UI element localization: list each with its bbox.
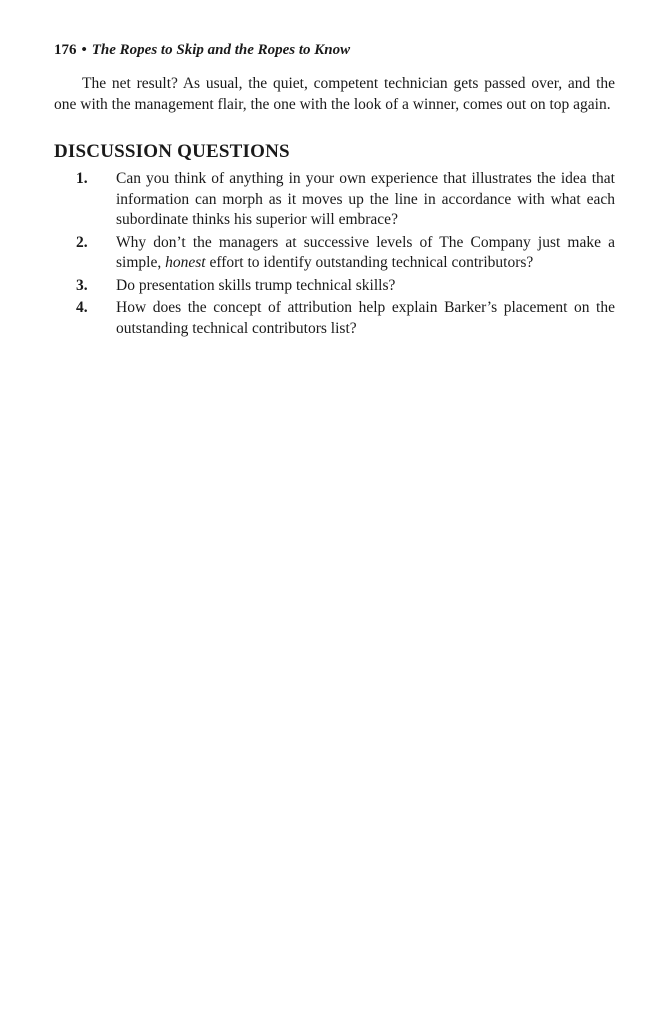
- question-text: How does the concept of attribution help explain Barker’s placement on the outstanding technical contributors list?: [116, 299, 615, 337]
- page-number: 176: [54, 42, 77, 58]
- section-heading: DISCUSSION QUESTIONS: [54, 141, 290, 162]
- question-text: Do presentation skills trump technical skills?: [116, 276, 396, 294]
- running-head: [54, 40, 615, 60]
- book-title: The Ropes to Skip and the Ropes to Know: [91, 42, 351, 58]
- discussion-questions-list: [54, 169, 615, 339]
- body-paragraph: The net result? As usual, the quiet, competent technician gets passed over, and the one with the management flair, the one with the look of a winner, comes out on top again.: [54, 75, 615, 113]
- question-text-part: effort to identify outstanding technical contributors?: [205, 254, 534, 271]
- book-page: [54, 40, 615, 341]
- question-number: 1.: [76, 170, 88, 187]
- question-item: [54, 298, 615, 339]
- question-text: [116, 233, 615, 274]
- question-number: 2.: [76, 233, 88, 251]
- question-item: [54, 169, 615, 231]
- question-item: [54, 233, 615, 274]
- question-text-emphasis: honest: [165, 254, 206, 271]
- question-number: 4.: [76, 299, 88, 316]
- question-text: Can you think of anything in your own experience that illustrates the idea that information can morph as it moves up the line in accordance with what each subordinate thinks his superior will embrace?: [116, 170, 615, 228]
- question-item: [54, 276, 615, 297]
- question-number: 3.: [76, 276, 88, 294]
- header-bullet: •: [81, 42, 87, 58]
- question-text-part: Why don’t the managers at successive levels of The Company just make a simple,: [116, 233, 615, 271]
